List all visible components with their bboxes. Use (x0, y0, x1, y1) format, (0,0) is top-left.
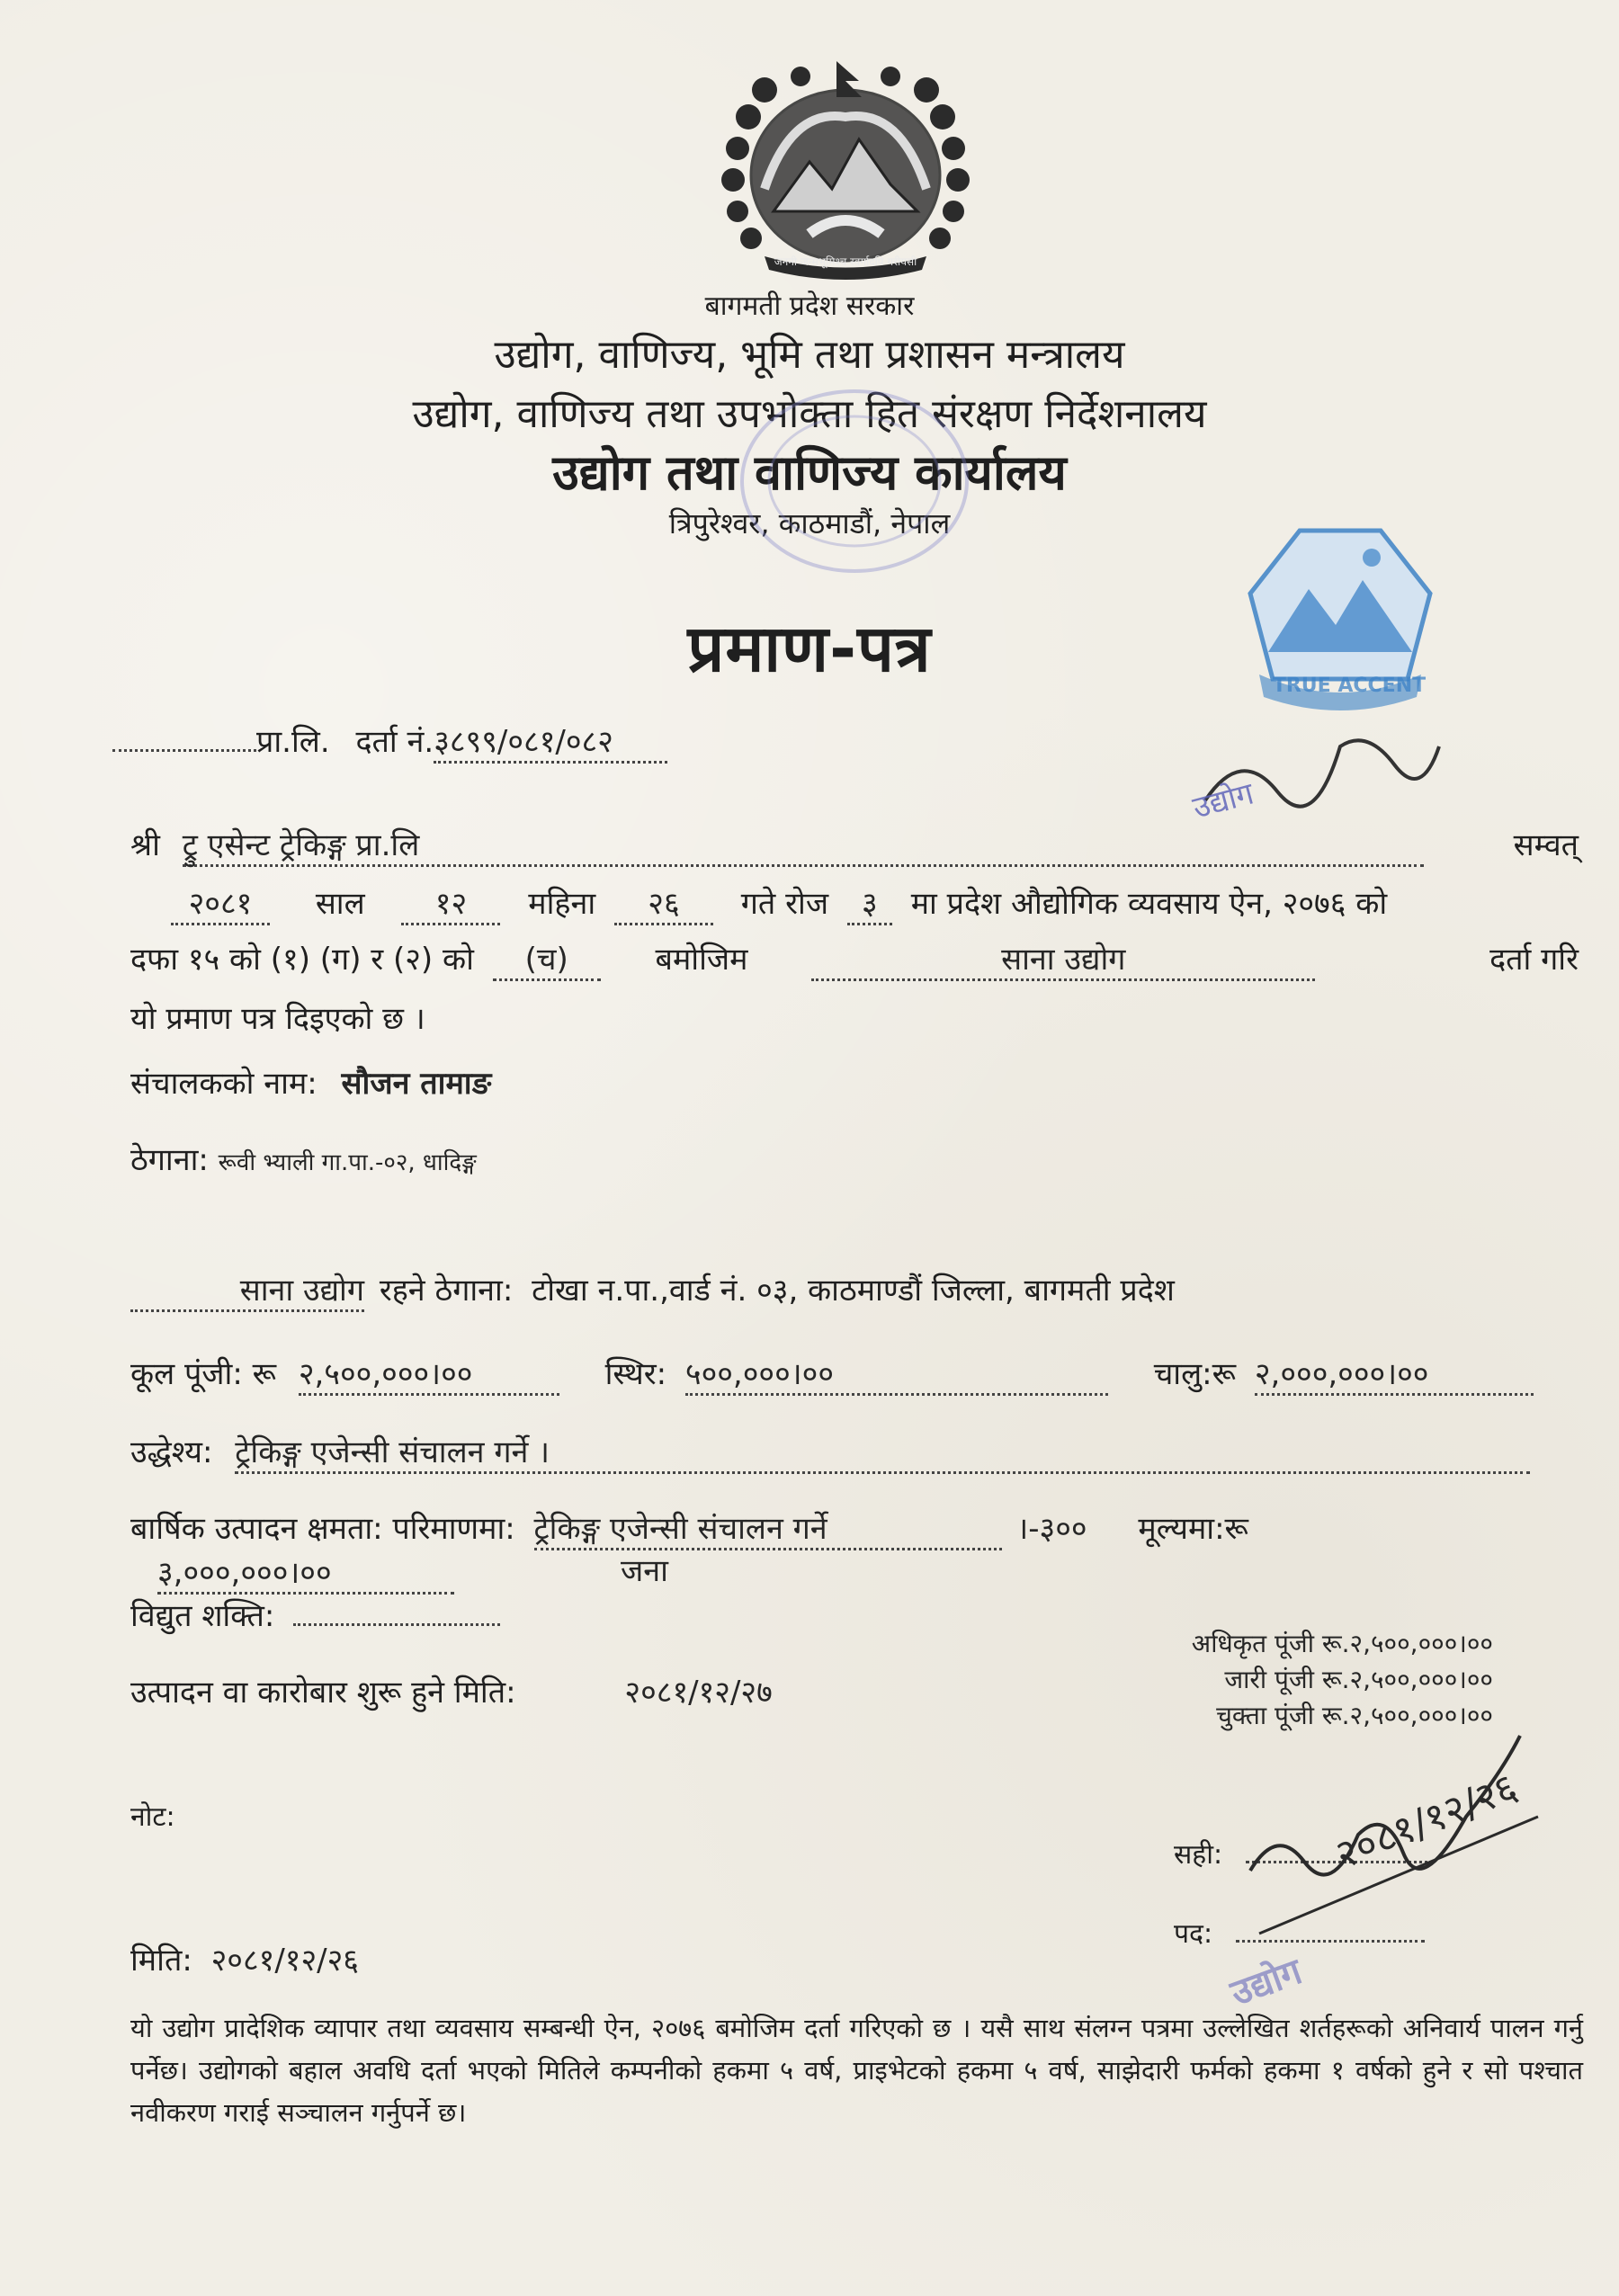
pad-label: पद: (1174, 1918, 1213, 1950)
company-name: ट्रु एसेन्ट ट्रेकिङ्ग प्रा.लि (183, 823, 1424, 867)
location-line (130, 1268, 1175, 1312)
fixed-capital-label: स्थिर: (604, 1356, 667, 1392)
total-capital-value: २,५००,०००।०० (299, 1352, 559, 1396)
address-line (130, 1138, 477, 1179)
paid-capital-label: चुक्ता पूंजी (1216, 1701, 1314, 1730)
date-line (171, 881, 1583, 925)
power-label: विद्युत शक्ति: (130, 1598, 275, 1634)
proprietor-label: संचालकको नाम: (130, 1066, 318, 1102)
ministry-name: उद्योग, वाणिज्य, भूमि तथा प्रशासन मन्त्रालय (494, 332, 1125, 378)
proprietor-line (130, 1061, 491, 1103)
registration-year: २०८१ (171, 881, 270, 925)
gate-roj-label: गते रोज (740, 886, 829, 922)
registration-label: दर्ता नं. (355, 724, 434, 760)
authorized-capital-label: अधिकृत पूंजी (1191, 1629, 1314, 1658)
svg-text:उद्योग: उद्योग (1188, 775, 1258, 826)
capacity-value: ३,०००,०००।०० (157, 1550, 454, 1595)
note-label: नोट: (130, 1801, 175, 1833)
objective-label: उद्धेश्य: (130, 1434, 213, 1470)
issued-capital-value: रू.२,५००,०००।०० (1321, 1665, 1493, 1694)
company-stamp-label: TRUE ACCENT (1272, 675, 1427, 697)
working-capital-label: चालु:रू (1153, 1356, 1237, 1392)
issue-date-value: २०८१/१२/२६ (210, 1943, 359, 1979)
directorate-name: उद्योग, वाणिज्य तथा उपभोक्ता हित संरक्षण निर्देशनालय (412, 391, 1207, 437)
location-value: टोखा न.पा.,वार्ड नं. ०३, काठमाण्डौं जिल्ला, बागमती प्रदेश (532, 1273, 1175, 1309)
location-industry: साना उद्योग (130, 1268, 364, 1312)
issued-statement: यो प्रमाण पत्र दिइएको छ । (130, 1001, 425, 1037)
capacity-value-label: मूल्यमा:रू (1138, 1511, 1248, 1547)
emblem-motto: जननी जन्मभूमिश्च स्वर्गादपि गरीयसी (774, 255, 917, 268)
saal-label: साल (315, 886, 365, 922)
capacity-line (130, 1506, 1579, 1595)
officer-initials-signature (1187, 710, 1457, 827)
total-capital-label: कूल पूंजी: रू (130, 1356, 276, 1392)
act-reference: मा प्रदेश औद्योगिक व्यवसाय ऐन, २०७६ को (910, 886, 1388, 922)
certificate-title: प्रमाण-पत्र (687, 611, 932, 686)
start-date-label: उत्पादन वा कारोबार शुरू हुने मिति: (130, 1675, 516, 1711)
samvat-label: सम्वत् (1513, 827, 1579, 863)
address-value: रूवी भ्याली गा.पा.-०२, धादिङ्ग (218, 1149, 477, 1176)
registration-prefix: प्रा.लि. (256, 724, 330, 760)
capacity-count: ।-३०० (1016, 1511, 1087, 1547)
issued-capital-label: जारी पूंजी (1224, 1665, 1314, 1694)
capacity-label: बार्षिक उत्पादन क्षमता: परिमाणमा: (130, 1511, 515, 1547)
registration-day: २६ (614, 881, 713, 925)
office-address: त्रिपुरेश्वर, काठमाडौं, नेपाल (668, 506, 951, 540)
registration-line (112, 719, 667, 764)
section-reference: दफा १५ को (१) (ग) र (२) को (130, 942, 474, 978)
issue-date-line (130, 1938, 359, 1979)
issued-capital-row (1106, 1662, 1493, 1698)
office-round-stamp (729, 378, 980, 585)
registration-number: ३८९९/०८१/०८२ (434, 719, 667, 764)
objective-value: ट्रेकिङ्ग एजेन्सी संचालन गर्ने । (235, 1430, 1530, 1474)
nepal-emblem-icon (711, 54, 980, 283)
office-stamp-mark: उद्योग (1225, 1951, 1308, 2015)
bamojim-label: बमोजिम (655, 942, 748, 978)
fixed-capital-value: ५००,०००।०० (685, 1352, 1108, 1396)
clause-value: (च) (493, 937, 601, 981)
shri-label: श्री (130, 827, 160, 863)
working-capital-value: २,०००,०००।०० (1255, 1352, 1534, 1396)
capital-line (130, 1352, 1579, 1396)
start-date-line (130, 1670, 773, 1711)
capacity-unit: जना (621, 1553, 668, 1589)
signature-date-handwritten: २०८१/१२/२६ (1328, 1764, 1524, 1879)
registration-month: १२ (401, 881, 500, 925)
section-line (130, 937, 1579, 981)
company-line (130, 823, 1579, 867)
darta-gari-label: दर्ता गरि (1489, 942, 1579, 978)
authorized-capital-value: रू.२,५००,०००।०० (1321, 1629, 1493, 1658)
office-name: उद्योग तथा वाणिज्य कार्यालय (552, 444, 1067, 501)
terms-paragraph: यो उद्योग प्रादेशिक व्यापार तथा व्यवसाय सम्बन्धी ऐन, २०७६ बमोजिम दर्ता गरिएको छ । यसै साथ संलग्न पत्रमा उल्लेखित शर्तहरूको अनिवार्य पालन गर्नु पर्नेछ। उद्योगको बहाल अवधि दर्ता भएको मितिले कम्पनीको हकमा ५ वर्ष, प्राइभेटको हकमा ५ वर्ष, साझेदारी फर्मको हकमा १ वर्षको हुने र सो पश्चात नवीकरण गराई सञ्चालन गर्नुपर्ने छ। (130, 2013, 1583, 2128)
power-line (130, 1594, 500, 1635)
sahi-label: सही: (1174, 1839, 1223, 1871)
capacity-quantity: ट्रेकिङ्ग एजेन्सी संचालन गर्ने (534, 1506, 1002, 1550)
start-date-value: २०८१/१२/२७ (624, 1675, 773, 1711)
authorized-capital-row (1106, 1626, 1493, 1662)
proprietor-name: सौजन तामाङ (341, 1066, 492, 1102)
issue-date-label: मिति: (130, 1943, 192, 1979)
objective-line (130, 1430, 1579, 1474)
industry-type: साना उद्योग (811, 937, 1315, 981)
mahina-label: महिना (528, 886, 596, 922)
address-label: ठेगाना: (130, 1142, 209, 1178)
power-value-blank (293, 1623, 500, 1626)
location-label: रहने ठेगाना: (379, 1273, 514, 1309)
paid-capital-value: रू.२,५००,०००।०० (1321, 1701, 1493, 1730)
province-government: बागमती प्रदेश सरकार (704, 290, 915, 322)
weekday-number: ३ (847, 881, 892, 925)
